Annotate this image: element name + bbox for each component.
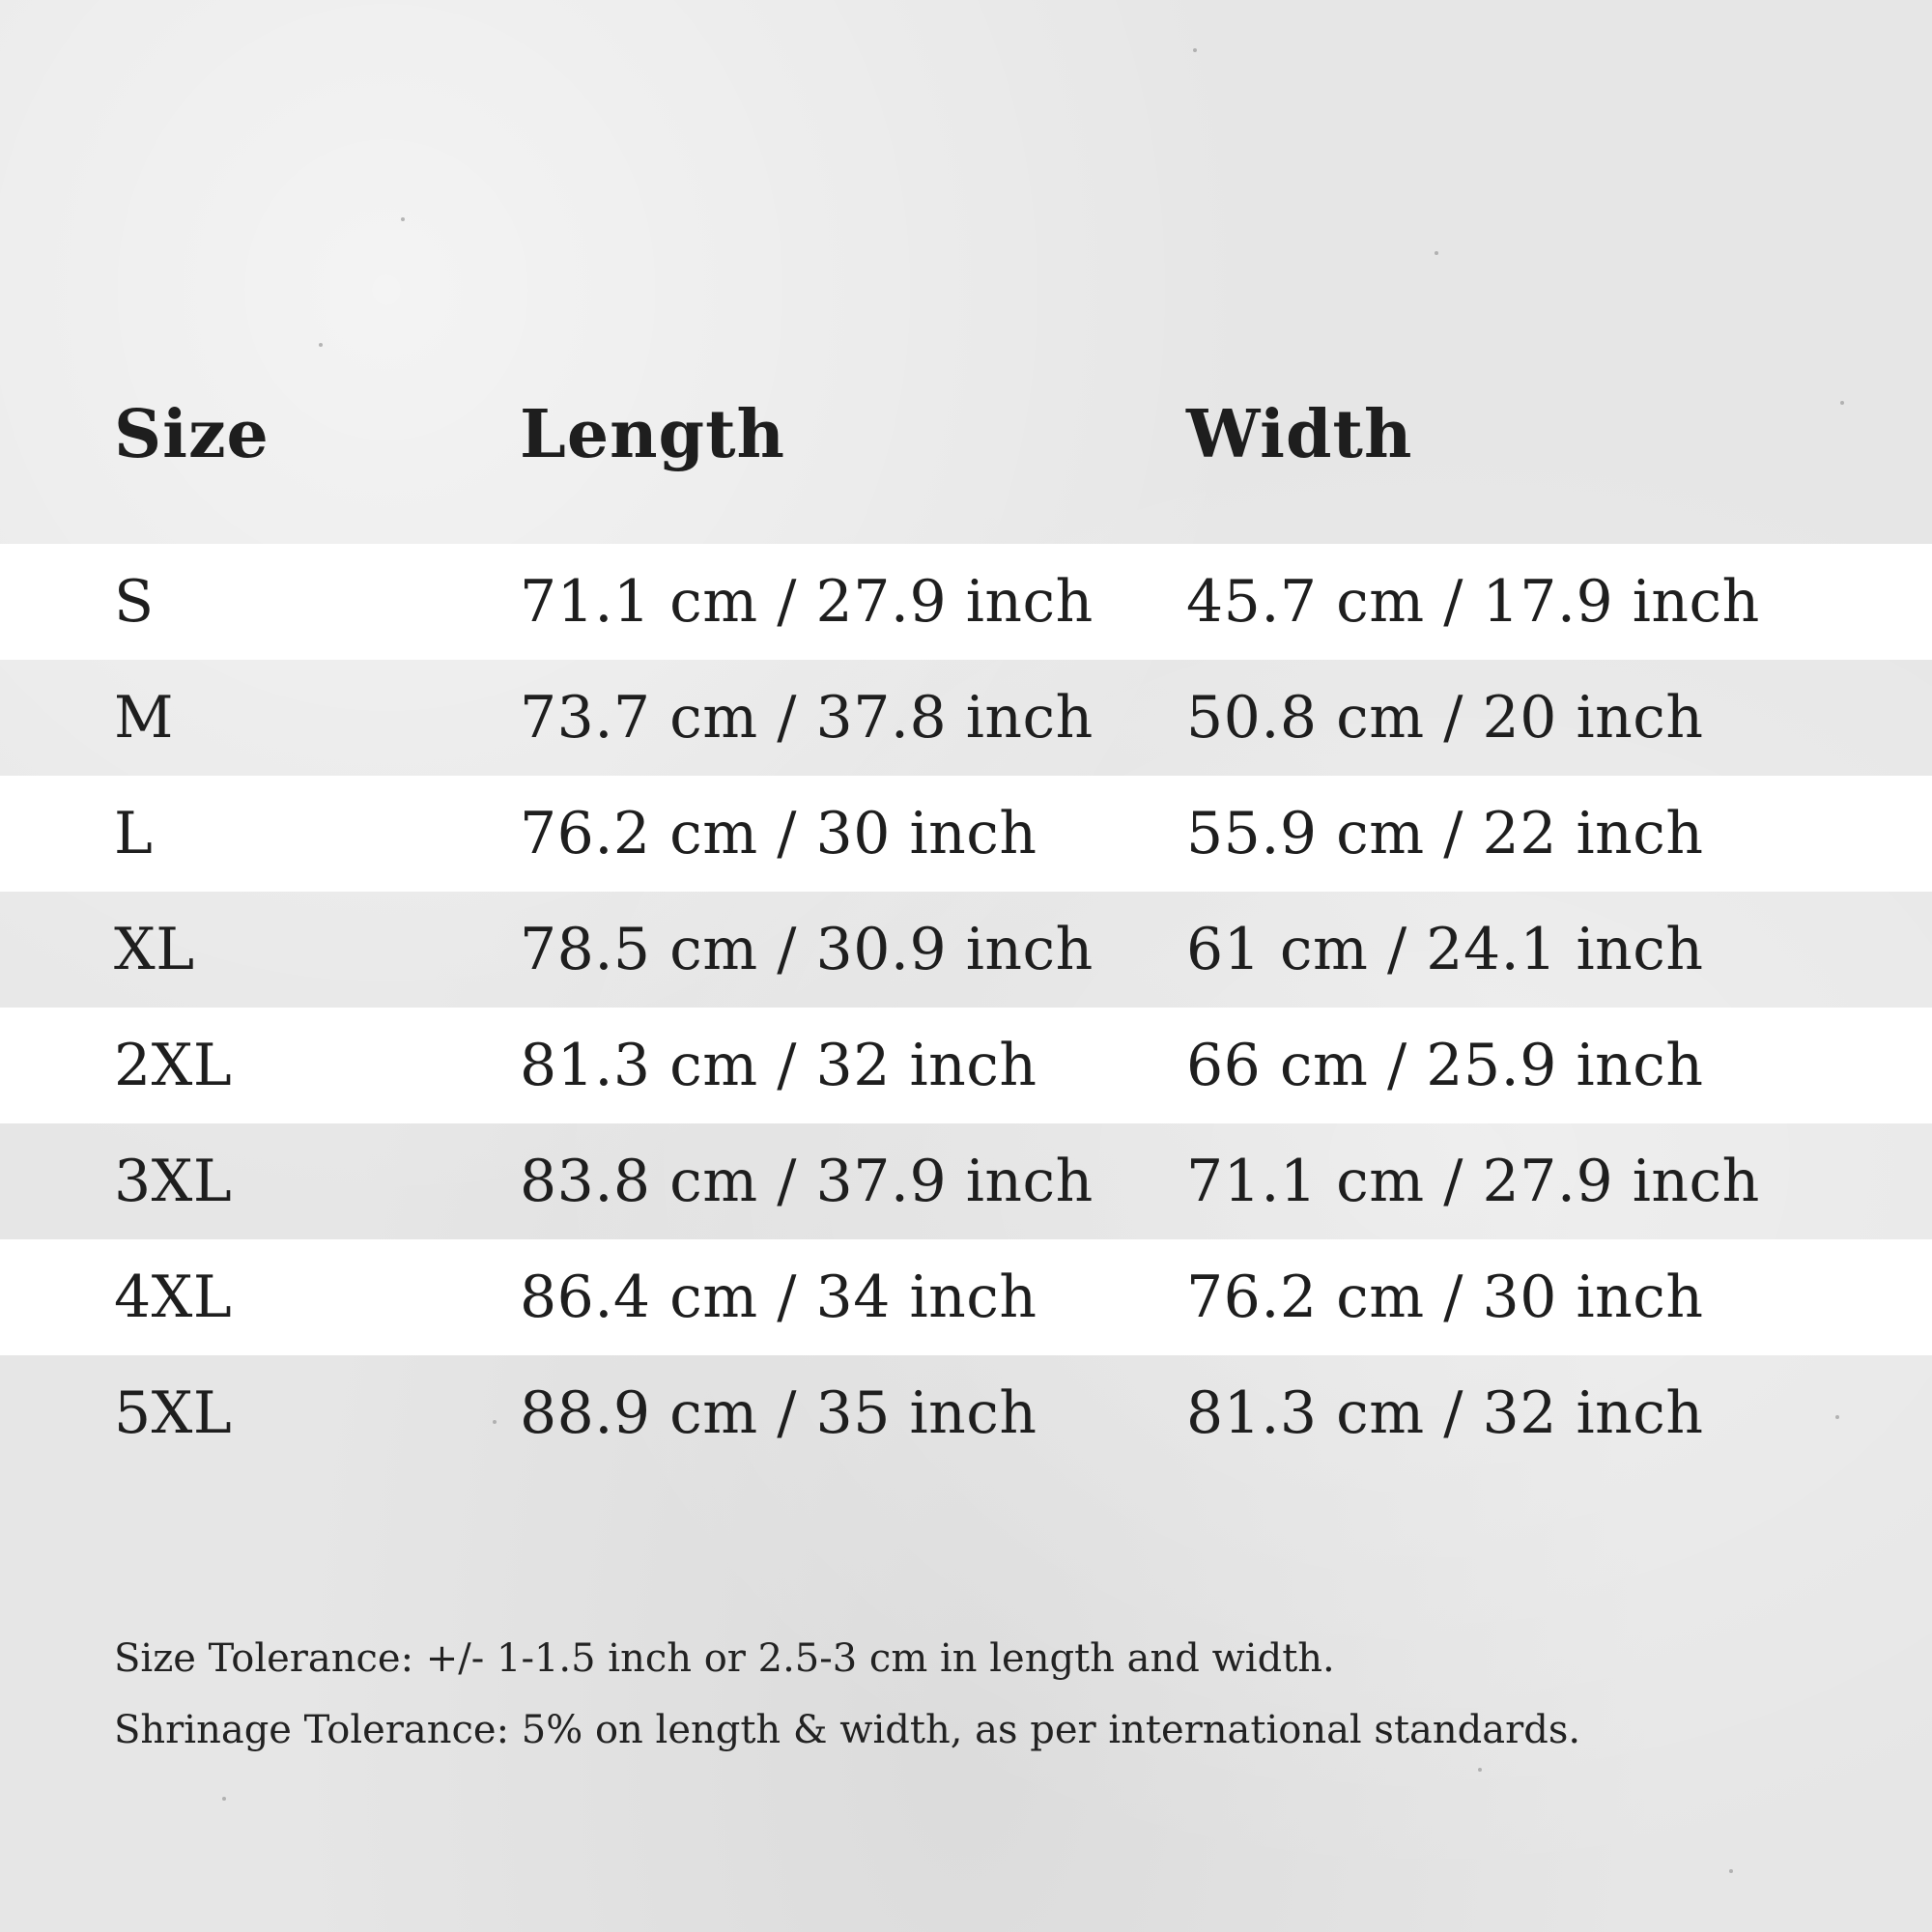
table-row	[0, 1008, 1932, 1123]
table-row	[0, 544, 1932, 660]
tolerance-notes	[114, 1623, 1891, 1766]
length-cell: 88.9 cm / 35 inch	[520, 1379, 1037, 1447]
width-cell: 55.9 cm / 22 inch	[1186, 800, 1704, 867]
size-table	[0, 544, 1932, 1471]
width-cell: 61 cm / 24.1 inch	[1186, 916, 1704, 983]
length-cell: 81.3 cm / 32 inch	[520, 1032, 1037, 1099]
size-cell: L	[114, 800, 154, 867]
header-length: Length	[520, 396, 785, 473]
length-cell: 76.2 cm / 30 inch	[520, 800, 1037, 867]
width-cell: 66 cm / 25.9 inch	[1186, 1032, 1704, 1099]
table-row	[0, 1355, 1932, 1471]
shrinkage-tolerance-note: Shrinage Tolerance: 5% on length & width, as per international standards.	[114, 1708, 1581, 1752]
size-cell: 4XL	[114, 1264, 233, 1331]
length-cell: 86.4 cm / 34 inch	[520, 1264, 1037, 1331]
size-cell: 5XL	[114, 1379, 233, 1447]
width-cell: 81.3 cm / 32 inch	[1186, 1379, 1704, 1447]
size-cell: XL	[114, 916, 195, 983]
width-cell: 45.7 cm / 17.9 inch	[1186, 568, 1760, 636]
table-row	[0, 776, 1932, 892]
length-cell: 73.7 cm / 37.8 inch	[520, 684, 1094, 752]
texture-speck	[401, 217, 405, 221]
table-row	[0, 660, 1932, 776]
table-row	[0, 1123, 1932, 1239]
size-cell: M	[114, 684, 174, 752]
size-cell: 3XL	[114, 1148, 233, 1215]
size-cell: 2XL	[114, 1032, 233, 1099]
header-width: Width	[1186, 396, 1413, 473]
width-cell: 50.8 cm / 20 inch	[1186, 684, 1704, 752]
table-row	[0, 1239, 1932, 1355]
length-cell: 83.8 cm / 37.9 inch	[520, 1148, 1094, 1215]
table-row	[0, 892, 1932, 1008]
texture-speck	[1193, 48, 1197, 52]
width-cell: 76.2 cm / 30 inch	[1186, 1264, 1704, 1331]
table-header	[0, 386, 1932, 483]
texture-speck	[1478, 1768, 1482, 1772]
texture-speck	[1435, 251, 1438, 255]
size-tolerance-note: Size Tolerance: +/- 1-1.5 inch or 2.5-3 cm in length and width.	[114, 1636, 1335, 1681]
width-cell: 71.1 cm / 27.9 inch	[1186, 1148, 1760, 1215]
length-cell: 78.5 cm / 30.9 inch	[520, 916, 1094, 983]
texture-speck	[319, 343, 323, 347]
size-cell: S	[114, 568, 155, 636]
header-size: Size	[114, 396, 270, 473]
length-cell: 71.1 cm / 27.9 inch	[520, 568, 1094, 636]
texture-speck	[1729, 1869, 1733, 1873]
texture-speck	[222, 1797, 226, 1801]
